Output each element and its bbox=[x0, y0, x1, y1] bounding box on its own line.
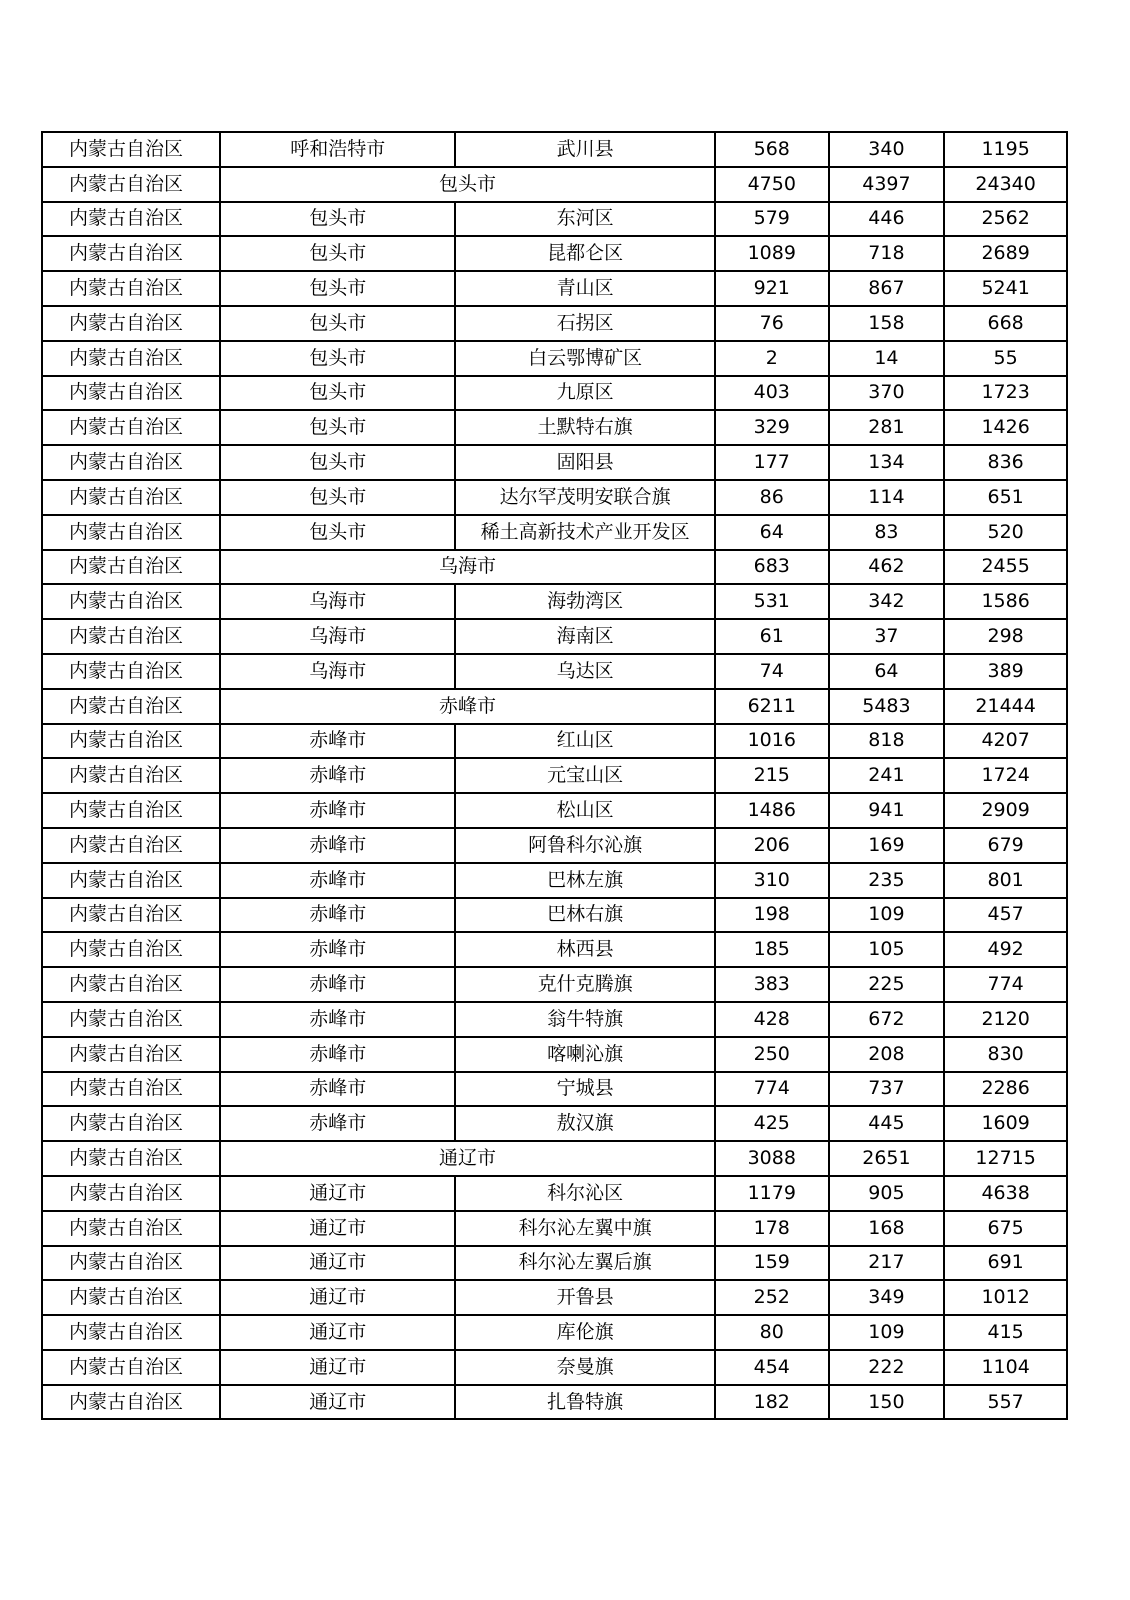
city-cell: 赤峰市 bbox=[220, 1106, 455, 1141]
table-row bbox=[42, 689, 1067, 724]
value-cell-1: 182 bbox=[715, 1385, 829, 1420]
province-cell: 内蒙古自治区 bbox=[42, 1246, 220, 1281]
table-row bbox=[42, 202, 1067, 237]
value-cell-3: 389 bbox=[944, 654, 1067, 689]
value-cell-2: 2651 bbox=[829, 1141, 945, 1176]
value-cell-1: 921 bbox=[715, 271, 829, 306]
city-cell: 赤峰市 bbox=[220, 1002, 455, 1037]
value-cell-2: 158 bbox=[829, 306, 945, 341]
value-cell-3: 415 bbox=[944, 1315, 1067, 1350]
city-cell: 乌海市 bbox=[220, 584, 455, 619]
value-cell-1: 531 bbox=[715, 584, 829, 619]
province-cell: 内蒙古自治区 bbox=[42, 1350, 220, 1385]
value-cell-2: 217 bbox=[829, 1246, 945, 1281]
value-cell-2: 109 bbox=[829, 898, 945, 933]
value-cell-1: 403 bbox=[715, 376, 829, 411]
value-cell-2: 222 bbox=[829, 1350, 945, 1385]
value-cell-1: 1179 bbox=[715, 1176, 829, 1211]
province-cell: 内蒙古自治区 bbox=[42, 1280, 220, 1315]
value-cell-1: 252 bbox=[715, 1280, 829, 1315]
province-cell: 内蒙古自治区 bbox=[42, 828, 220, 863]
value-cell-3: 1723 bbox=[944, 376, 1067, 411]
value-cell-3: 1104 bbox=[944, 1350, 1067, 1385]
district-cell: 稀土高新技术产业开发区 bbox=[455, 515, 715, 550]
province-cell: 内蒙古自治区 bbox=[42, 1385, 220, 1420]
province-cell: 内蒙古自治区 bbox=[42, 967, 220, 1002]
province-cell: 内蒙古自治区 bbox=[42, 306, 220, 341]
province-cell: 内蒙古自治区 bbox=[42, 758, 220, 793]
value-cell-1: 215 bbox=[715, 758, 829, 793]
province-cell: 内蒙古自治区 bbox=[42, 1176, 220, 1211]
value-cell-3: 651 bbox=[944, 480, 1067, 515]
district-cell: 青山区 bbox=[455, 271, 715, 306]
province-cell: 内蒙古自治区 bbox=[42, 445, 220, 480]
district-cell: 元宝山区 bbox=[455, 758, 715, 793]
value-cell-1: 579 bbox=[715, 202, 829, 237]
table-row bbox=[42, 341, 1067, 376]
city-subtotal-cell: 包头市 bbox=[220, 167, 715, 202]
value-cell-3: 675 bbox=[944, 1211, 1067, 1246]
value-cell-1: 250 bbox=[715, 1037, 829, 1072]
province-cell: 内蒙古自治区 bbox=[42, 1037, 220, 1072]
district-cell: 科尔沁左翼中旗 bbox=[455, 1211, 715, 1246]
city-subtotal-cell: 通辽市 bbox=[220, 1141, 715, 1176]
district-cell: 克什克腾旗 bbox=[455, 967, 715, 1002]
value-cell-1: 428 bbox=[715, 1002, 829, 1037]
table-row bbox=[42, 1246, 1067, 1281]
value-cell-1: 206 bbox=[715, 828, 829, 863]
value-cell-3: 492 bbox=[944, 932, 1067, 967]
value-cell-3: 1012 bbox=[944, 1280, 1067, 1315]
city-cell: 包头市 bbox=[220, 515, 455, 550]
table-row bbox=[42, 1106, 1067, 1141]
table-row bbox=[42, 758, 1067, 793]
table-row bbox=[42, 793, 1067, 828]
value-cell-1: 774 bbox=[715, 1072, 829, 1107]
province-cell: 内蒙古自治区 bbox=[42, 793, 220, 828]
data-table bbox=[41, 131, 1068, 1420]
table-row bbox=[42, 584, 1067, 619]
value-cell-2: 672 bbox=[829, 1002, 945, 1037]
value-cell-2: 114 bbox=[829, 480, 945, 515]
value-cell-1: 1016 bbox=[715, 724, 829, 759]
value-cell-3: 21444 bbox=[944, 689, 1067, 724]
city-cell: 通辽市 bbox=[220, 1280, 455, 1315]
value-cell-2: 109 bbox=[829, 1315, 945, 1350]
district-cell: 石拐区 bbox=[455, 306, 715, 341]
table-row bbox=[42, 1176, 1067, 1211]
value-cell-2: 235 bbox=[829, 863, 945, 898]
city-cell: 包头市 bbox=[220, 236, 455, 271]
value-cell-1: 198 bbox=[715, 898, 829, 933]
district-cell: 喀喇沁旗 bbox=[455, 1037, 715, 1072]
value-cell-1: 76 bbox=[715, 306, 829, 341]
value-cell-1: 3088 bbox=[715, 1141, 829, 1176]
table-row bbox=[42, 1211, 1067, 1246]
value-cell-3: 557 bbox=[944, 1385, 1067, 1420]
district-cell: 固阳县 bbox=[455, 445, 715, 480]
value-cell-2: 105 bbox=[829, 932, 945, 967]
value-cell-3: 2455 bbox=[944, 550, 1067, 585]
province-cell: 内蒙古自治区 bbox=[42, 271, 220, 306]
value-cell-3: 457 bbox=[944, 898, 1067, 933]
table-row bbox=[42, 1141, 1067, 1176]
value-cell-3: 298 bbox=[944, 619, 1067, 654]
value-cell-2: 818 bbox=[829, 724, 945, 759]
province-cell: 内蒙古自治区 bbox=[42, 1211, 220, 1246]
city-cell: 通辽市 bbox=[220, 1176, 455, 1211]
value-cell-2: 281 bbox=[829, 410, 945, 445]
value-cell-1: 2 bbox=[715, 341, 829, 376]
value-cell-3: 1586 bbox=[944, 584, 1067, 619]
value-cell-3: 801 bbox=[944, 863, 1067, 898]
value-cell-2: 905 bbox=[829, 1176, 945, 1211]
value-cell-3: 4207 bbox=[944, 724, 1067, 759]
value-cell-3: 2120 bbox=[944, 1002, 1067, 1037]
value-cell-2: 342 bbox=[829, 584, 945, 619]
province-cell: 内蒙古自治区 bbox=[42, 898, 220, 933]
table-row bbox=[42, 271, 1067, 306]
district-cell: 红山区 bbox=[455, 724, 715, 759]
district-cell: 白云鄂博矿区 bbox=[455, 341, 715, 376]
city-cell: 通辽市 bbox=[220, 1211, 455, 1246]
table-row bbox=[42, 863, 1067, 898]
city-cell: 赤峰市 bbox=[220, 724, 455, 759]
district-cell: 扎鲁特旗 bbox=[455, 1385, 715, 1420]
district-cell: 翁牛特旗 bbox=[455, 1002, 715, 1037]
table-row bbox=[42, 967, 1067, 1002]
table-row bbox=[42, 1037, 1067, 1072]
table-row bbox=[42, 1350, 1067, 1385]
province-cell: 内蒙古自治区 bbox=[42, 654, 220, 689]
city-cell: 包头市 bbox=[220, 445, 455, 480]
province-cell: 内蒙古自治区 bbox=[42, 1002, 220, 1037]
city-cell: 包头市 bbox=[220, 376, 455, 411]
province-cell: 内蒙古自治区 bbox=[42, 167, 220, 202]
table-row bbox=[42, 132, 1067, 167]
value-cell-2: 4397 bbox=[829, 167, 945, 202]
city-cell: 包头市 bbox=[220, 341, 455, 376]
district-cell: 巴林右旗 bbox=[455, 898, 715, 933]
value-cell-2: 168 bbox=[829, 1211, 945, 1246]
province-cell: 内蒙古自治区 bbox=[42, 132, 220, 167]
district-cell: 昆都仑区 bbox=[455, 236, 715, 271]
value-cell-2: 241 bbox=[829, 758, 945, 793]
value-cell-3: 1609 bbox=[944, 1106, 1067, 1141]
value-cell-2: 134 bbox=[829, 445, 945, 480]
value-cell-2: 37 bbox=[829, 619, 945, 654]
value-cell-1: 185 bbox=[715, 932, 829, 967]
city-cell: 赤峰市 bbox=[220, 932, 455, 967]
value-cell-1: 74 bbox=[715, 654, 829, 689]
table-row bbox=[42, 654, 1067, 689]
city-cell: 通辽市 bbox=[220, 1385, 455, 1420]
province-cell: 内蒙古自治区 bbox=[42, 1141, 220, 1176]
province-cell: 内蒙古自治区 bbox=[42, 341, 220, 376]
city-cell: 乌海市 bbox=[220, 619, 455, 654]
value-cell-1: 329 bbox=[715, 410, 829, 445]
value-cell-2: 445 bbox=[829, 1106, 945, 1141]
value-cell-1: 178 bbox=[715, 1211, 829, 1246]
city-cell: 赤峰市 bbox=[220, 967, 455, 1002]
value-cell-3: 830 bbox=[944, 1037, 1067, 1072]
value-cell-2: 208 bbox=[829, 1037, 945, 1072]
city-cell: 赤峰市 bbox=[220, 793, 455, 828]
value-cell-3: 1195 bbox=[944, 132, 1067, 167]
value-cell-1: 86 bbox=[715, 480, 829, 515]
province-cell: 内蒙古自治区 bbox=[42, 236, 220, 271]
value-cell-3: 1426 bbox=[944, 410, 1067, 445]
value-cell-2: 340 bbox=[829, 132, 945, 167]
city-cell: 包头市 bbox=[220, 480, 455, 515]
city-cell: 赤峰市 bbox=[220, 758, 455, 793]
value-cell-1: 159 bbox=[715, 1246, 829, 1281]
value-cell-2: 446 bbox=[829, 202, 945, 237]
district-cell: 宁城县 bbox=[455, 1072, 715, 1107]
value-cell-2: 150 bbox=[829, 1385, 945, 1420]
value-cell-3: 2909 bbox=[944, 793, 1067, 828]
table-row bbox=[42, 932, 1067, 967]
district-cell: 库伦旗 bbox=[455, 1315, 715, 1350]
city-cell: 赤峰市 bbox=[220, 898, 455, 933]
province-cell: 内蒙古自治区 bbox=[42, 202, 220, 237]
value-cell-3: 679 bbox=[944, 828, 1067, 863]
table-row bbox=[42, 306, 1067, 341]
city-cell: 包头市 bbox=[220, 271, 455, 306]
value-cell-1: 683 bbox=[715, 550, 829, 585]
province-cell: 内蒙古自治区 bbox=[42, 863, 220, 898]
value-cell-1: 61 bbox=[715, 619, 829, 654]
city-cell: 呼和浩特市 bbox=[220, 132, 455, 167]
value-cell-2: 14 bbox=[829, 341, 945, 376]
province-cell: 内蒙古自治区 bbox=[42, 1106, 220, 1141]
province-cell: 内蒙古自治区 bbox=[42, 410, 220, 445]
district-cell: 林西县 bbox=[455, 932, 715, 967]
table-row bbox=[42, 724, 1067, 759]
district-cell: 海南区 bbox=[455, 619, 715, 654]
province-cell: 内蒙古自治区 bbox=[42, 480, 220, 515]
value-cell-3: 4638 bbox=[944, 1176, 1067, 1211]
value-cell-1: 568 bbox=[715, 132, 829, 167]
city-cell: 包头市 bbox=[220, 410, 455, 445]
district-cell: 科尔沁左翼后旗 bbox=[455, 1246, 715, 1281]
table-row bbox=[42, 480, 1067, 515]
table-row bbox=[42, 410, 1067, 445]
table-row bbox=[42, 167, 1067, 202]
value-cell-1: 425 bbox=[715, 1106, 829, 1141]
value-cell-1: 177 bbox=[715, 445, 829, 480]
value-cell-3: 1724 bbox=[944, 758, 1067, 793]
table-row bbox=[42, 1072, 1067, 1107]
table-row bbox=[42, 1315, 1067, 1350]
value-cell-3: 774 bbox=[944, 967, 1067, 1002]
city-cell: 赤峰市 bbox=[220, 1072, 455, 1107]
district-cell: 敖汉旗 bbox=[455, 1106, 715, 1141]
value-cell-2: 462 bbox=[829, 550, 945, 585]
value-cell-3: 2286 bbox=[944, 1072, 1067, 1107]
district-cell: 巴林左旗 bbox=[455, 863, 715, 898]
table-row bbox=[42, 1280, 1067, 1315]
value-cell-2: 349 bbox=[829, 1280, 945, 1315]
district-cell: 土默特右旗 bbox=[455, 410, 715, 445]
value-cell-2: 941 bbox=[829, 793, 945, 828]
district-cell: 九原区 bbox=[455, 376, 715, 411]
value-cell-1: 310 bbox=[715, 863, 829, 898]
city-cell: 通辽市 bbox=[220, 1315, 455, 1350]
province-cell: 内蒙古自治区 bbox=[42, 550, 220, 585]
city-cell: 包头市 bbox=[220, 202, 455, 237]
value-cell-2: 867 bbox=[829, 271, 945, 306]
district-cell: 松山区 bbox=[455, 793, 715, 828]
province-cell: 内蒙古自治区 bbox=[42, 1072, 220, 1107]
district-cell: 奈曼旗 bbox=[455, 1350, 715, 1385]
city-cell: 通辽市 bbox=[220, 1350, 455, 1385]
value-cell-3: 2689 bbox=[944, 236, 1067, 271]
table-row bbox=[42, 619, 1067, 654]
value-cell-1: 6211 bbox=[715, 689, 829, 724]
value-cell-1: 1486 bbox=[715, 793, 829, 828]
value-cell-3: 5241 bbox=[944, 271, 1067, 306]
city-cell: 赤峰市 bbox=[220, 1037, 455, 1072]
city-subtotal-cell: 赤峰市 bbox=[220, 689, 715, 724]
value-cell-3: 12715 bbox=[944, 1141, 1067, 1176]
province-cell: 内蒙古自治区 bbox=[42, 932, 220, 967]
table-row bbox=[42, 828, 1067, 863]
value-cell-3: 55 bbox=[944, 341, 1067, 376]
value-cell-2: 718 bbox=[829, 236, 945, 271]
province-cell: 内蒙古自治区 bbox=[42, 1315, 220, 1350]
table-row bbox=[42, 898, 1067, 933]
city-cell: 包头市 bbox=[220, 306, 455, 341]
province-cell: 内蒙古自治区 bbox=[42, 724, 220, 759]
value-cell-3: 24340 bbox=[944, 167, 1067, 202]
district-cell: 开鲁县 bbox=[455, 1280, 715, 1315]
value-cell-1: 4750 bbox=[715, 167, 829, 202]
value-cell-2: 83 bbox=[829, 515, 945, 550]
province-cell: 内蒙古自治区 bbox=[42, 515, 220, 550]
value-cell-3: 520 bbox=[944, 515, 1067, 550]
district-cell: 科尔沁区 bbox=[455, 1176, 715, 1211]
value-cell-2: 737 bbox=[829, 1072, 945, 1107]
table-row bbox=[42, 550, 1067, 585]
district-cell: 东河区 bbox=[455, 202, 715, 237]
district-cell: 乌达区 bbox=[455, 654, 715, 689]
city-cell: 赤峰市 bbox=[220, 863, 455, 898]
value-cell-1: 64 bbox=[715, 515, 829, 550]
district-cell: 达尔罕茂明安联合旗 bbox=[455, 480, 715, 515]
city-cell: 通辽市 bbox=[220, 1246, 455, 1281]
district-cell: 武川县 bbox=[455, 132, 715, 167]
table-row bbox=[42, 1002, 1067, 1037]
city-cell: 乌海市 bbox=[220, 654, 455, 689]
value-cell-3: 2562 bbox=[944, 202, 1067, 237]
table-row bbox=[42, 1385, 1067, 1420]
province-cell: 内蒙古自治区 bbox=[42, 584, 220, 619]
table-row bbox=[42, 236, 1067, 271]
province-cell: 内蒙古自治区 bbox=[42, 619, 220, 654]
table-row bbox=[42, 445, 1067, 480]
province-cell: 内蒙古自治区 bbox=[42, 376, 220, 411]
value-cell-1: 80 bbox=[715, 1315, 829, 1350]
value-cell-1: 383 bbox=[715, 967, 829, 1002]
value-cell-3: 836 bbox=[944, 445, 1067, 480]
table-body bbox=[42, 132, 1067, 1419]
value-cell-2: 169 bbox=[829, 828, 945, 863]
value-cell-2: 64 bbox=[829, 654, 945, 689]
value-cell-2: 370 bbox=[829, 376, 945, 411]
table-row bbox=[42, 515, 1067, 550]
value-cell-1: 1089 bbox=[715, 236, 829, 271]
value-cell-1: 454 bbox=[715, 1350, 829, 1385]
value-cell-3: 691 bbox=[944, 1246, 1067, 1281]
city-cell: 赤峰市 bbox=[220, 828, 455, 863]
province-cell: 内蒙古自治区 bbox=[42, 689, 220, 724]
value-cell-3: 668 bbox=[944, 306, 1067, 341]
value-cell-2: 5483 bbox=[829, 689, 945, 724]
table-row bbox=[42, 376, 1067, 411]
district-cell: 海勃湾区 bbox=[455, 584, 715, 619]
district-cell: 阿鲁科尔沁旗 bbox=[455, 828, 715, 863]
value-cell-2: 225 bbox=[829, 967, 945, 1002]
city-subtotal-cell: 乌海市 bbox=[220, 550, 715, 585]
